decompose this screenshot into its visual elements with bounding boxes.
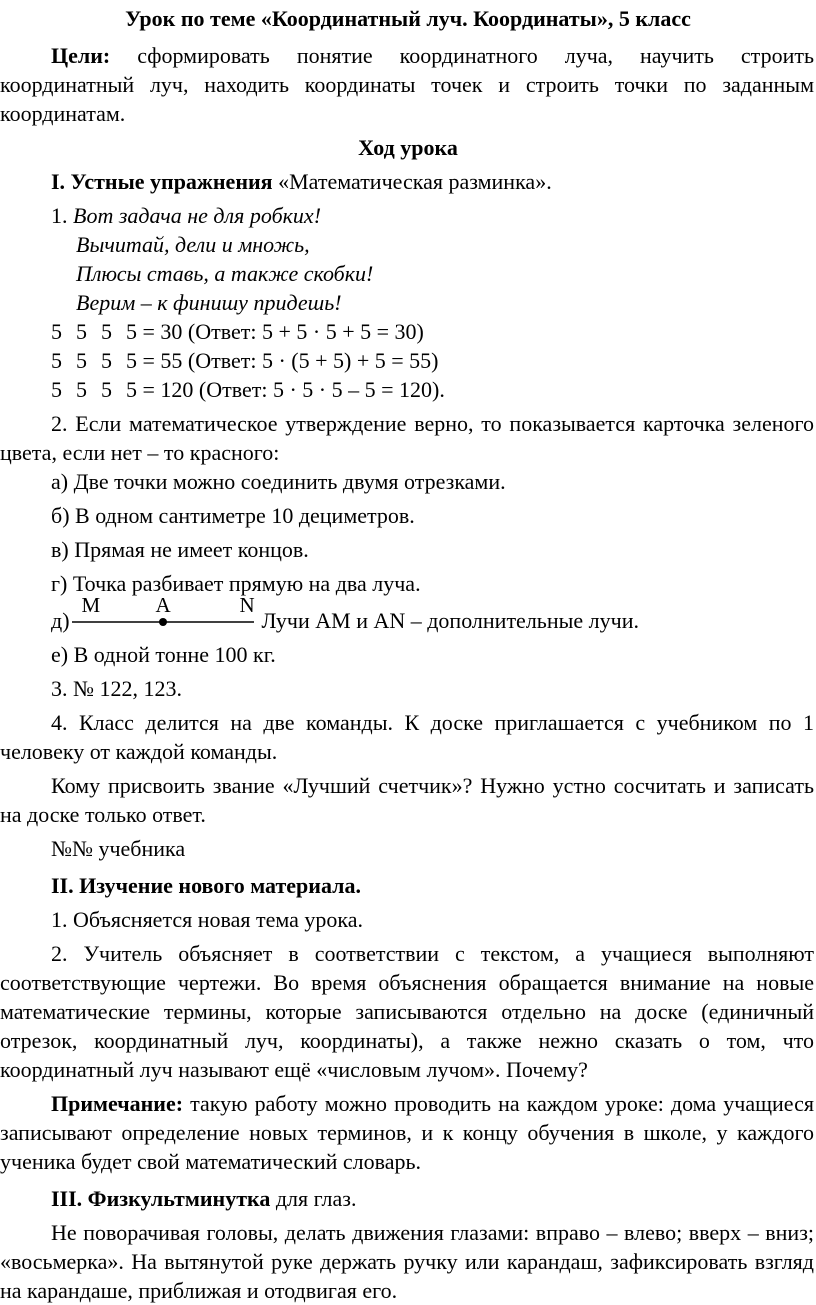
poem-line-4: Верим – к финишу придешь! bbox=[76, 290, 342, 315]
item3: 3. № 122, 123. bbox=[51, 676, 182, 701]
section3-heading-rest: для глаз. bbox=[270, 1186, 357, 1211]
statement-d: г) Точка разбивает прямую на два луча. bbox=[51, 571, 421, 596]
section2-item2: 2. Учитель объясняет в соответствии с текстом, а учащиеся выполняют соответствующие чертежи. Во время объяснения обращается внимание на новые математические термины, которые записываются отдельно на доске (единичный отрезок, координатный луч, координаты), а также нежно сказать о том, что координатный луч называют ещё «числовым лучом». Почему? bbox=[0, 941, 814, 1082]
section1-heading-rest: «Математическая разминка». bbox=[272, 169, 552, 194]
lesson-heading: Ход урока bbox=[358, 135, 458, 160]
section3-text: Не поворачивая головы, делать движения глазами: вправо – влево; вверх – вниз; «восьмерка». На вытянутой руке держать ручку или карандаш, зафиксировать взгляд на карандаше, приближая и отодвигая его. bbox=[0, 1220, 814, 1303]
item4-c: №№ учебника bbox=[51, 836, 186, 861]
statement-b: б) В одном сантиметре 10 дециметров. bbox=[51, 503, 415, 528]
note-label: Примечание: bbox=[51, 1091, 184, 1116]
poem-line-2: Вычитай, дели и множь, bbox=[76, 232, 310, 257]
item4-paragraph: 4. Класс делится на две команды. К доске приглашается с учебником по 1 человеку от каждой команды. bbox=[0, 710, 814, 764]
statement-d-text: Лучи AM и AN – дополнительные лучи. bbox=[261, 608, 639, 633]
point-n-label: N bbox=[239, 593, 255, 617]
note-text: такую работу можно проводить на каждом уроке: дома учащиеся записывают определение новых терминов, и к концу обучения в школе, у каждого ученика будет свой математический словарь. bbox=[0, 1091, 814, 1174]
item1-number: 1. bbox=[51, 203, 73, 228]
section3-heading-bold: III. Физкультминутка bbox=[51, 1186, 271, 1211]
note-paragraph bbox=[0, 1089, 816, 1176]
statement-line-with-rays bbox=[0, 593, 816, 635]
item4-b-paragraph: Кому присвоить звание «Лучший счетчик»? Нужно устно сосчитать и записать на доске только ответ. bbox=[0, 773, 814, 827]
goals-label: Цели: bbox=[51, 43, 111, 68]
section1-heading-bold: I. Устные упражнения bbox=[51, 169, 273, 194]
section2-heading: II. Изучение нового материала. bbox=[51, 873, 361, 898]
item2-paragraph: 2. Если математическое утверждение верно, то показывается карточка зеленого цвета, если нет – то красного: bbox=[0, 411, 814, 465]
point-m-label: M bbox=[81, 593, 101, 617]
equation-2: 5 5 5 5 = 55 (Ответ: 5 · (5 + 5) + 5 = 55) bbox=[51, 348, 439, 373]
ray-diagram bbox=[70, 593, 256, 635]
poem-line-1 bbox=[0, 201, 816, 230]
statement-c: в) Прямая не имеет концов. bbox=[51, 537, 309, 562]
goals-paragraph bbox=[0, 41, 816, 128]
goals-text: сформировать понятие координатного луча, научить строить координатный луч, находить координаты точек и строить точки по заданным координатам. bbox=[0, 43, 814, 126]
poem-text-1: Вот задача не для робких! bbox=[73, 203, 322, 228]
statement-d-prefix: д) bbox=[51, 608, 70, 633]
page-title: Урок по теме «Координатный луч. Координаты», 5 класс bbox=[125, 6, 691, 31]
section1-heading bbox=[0, 167, 816, 196]
statement-e: е) В одной тонне 100 кг. bbox=[51, 642, 276, 667]
equation-3: 5 5 5 5 = 120 (Ответ: 5 · 5 · 5 – 5 = 120). bbox=[51, 377, 445, 402]
equation-1: 5 5 5 5 = 30 (Ответ: 5 + 5 · 5 + 5 = 30) bbox=[51, 319, 424, 344]
point-a-label: A bbox=[155, 593, 171, 617]
statement-a: а) Две точки можно соединить двумя отрезками. bbox=[51, 469, 506, 494]
poem-line-3: Плюсы ставь, а также скобки! bbox=[76, 261, 374, 286]
document bbox=[0, 4, 816, 1305]
section2-item1: 1. Объясняется новая тема урока. bbox=[51, 907, 364, 932]
section3-heading bbox=[0, 1184, 816, 1213]
